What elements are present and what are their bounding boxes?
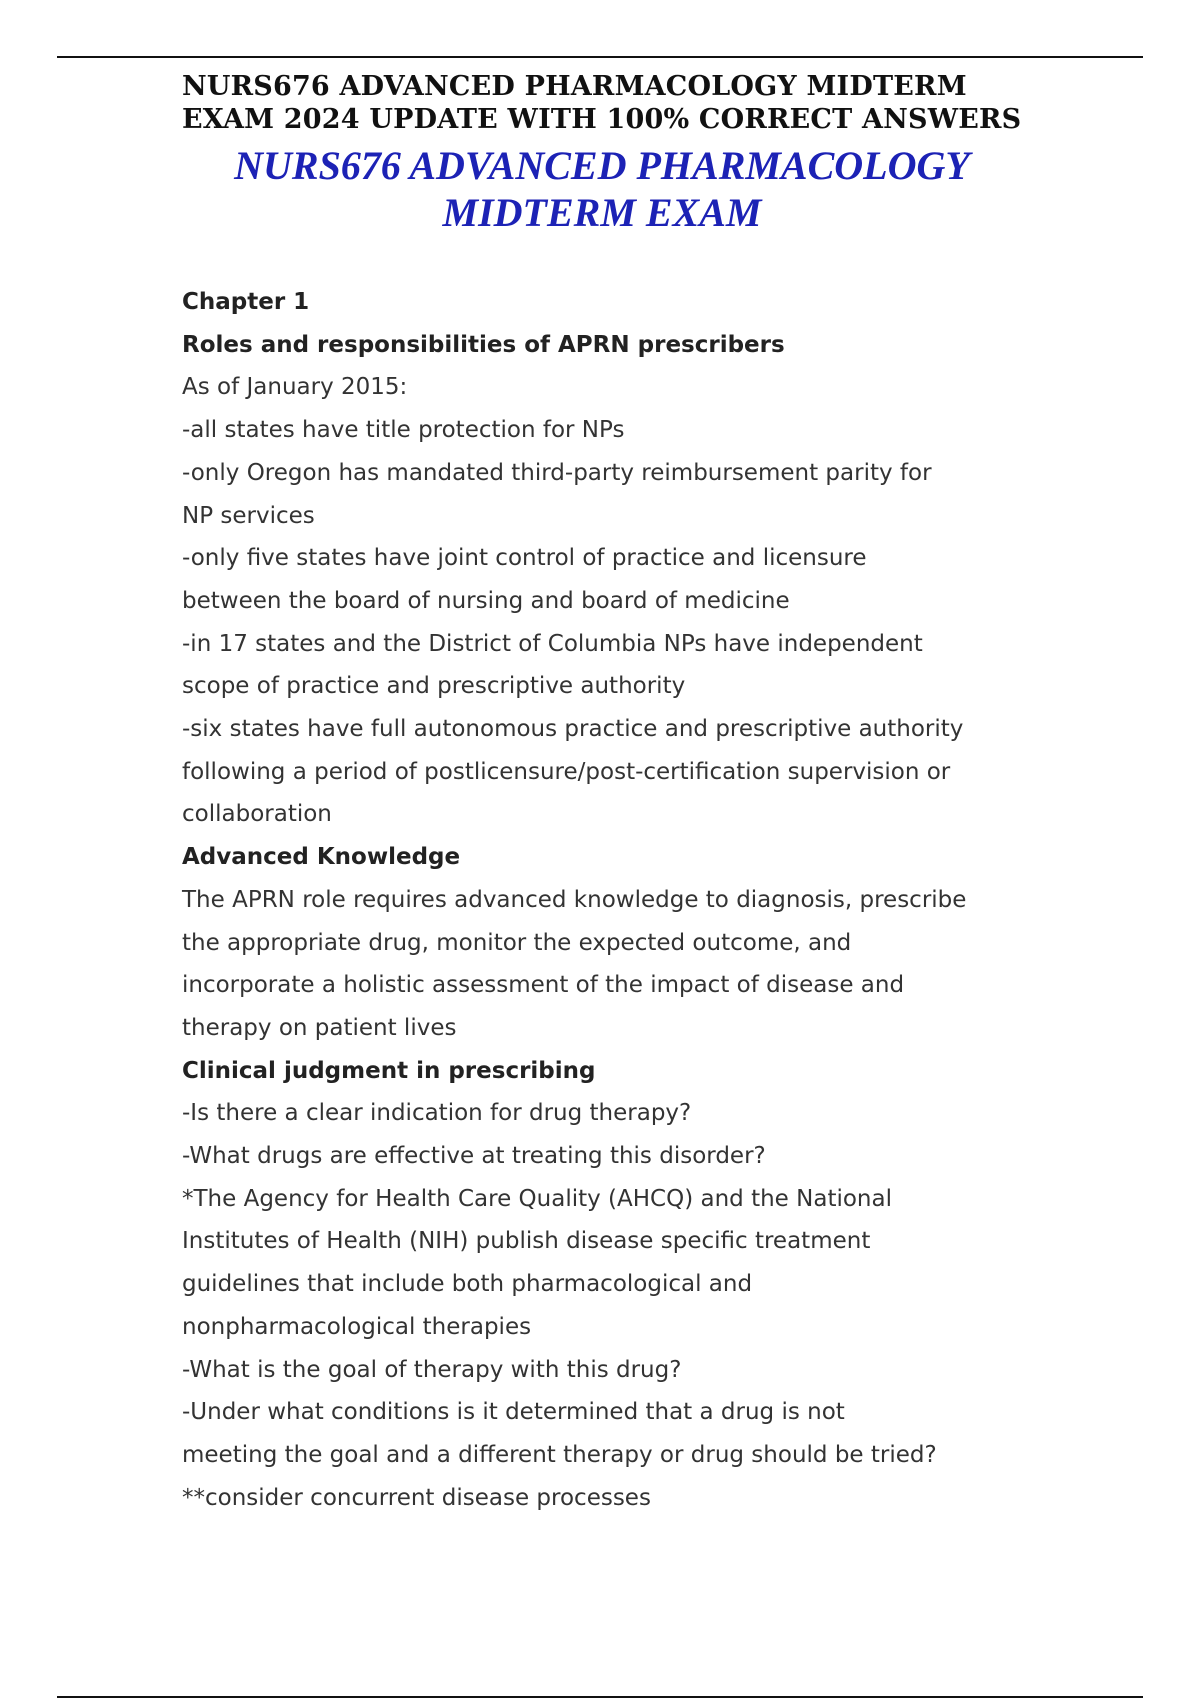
body-line: therapy on patient lives bbox=[182, 1014, 457, 1041]
section-heading-clinical-judgment: Clinical judgment in prescribing bbox=[182, 1057, 596, 1084]
bottom-rule bbox=[57, 1696, 1143, 1698]
body-line: Institutes of Health (NIH) publish disease specific treatment bbox=[182, 1228, 871, 1255]
body-line: -only five states have joint control of practice and licensure bbox=[182, 545, 867, 572]
body-line: scope of practice and prescriptive authority bbox=[182, 673, 686, 700]
body-line: nonpharmacological therapies bbox=[182, 1313, 532, 1340]
body-line: -Under what conditions is it determined that a drug is not bbox=[182, 1399, 845, 1426]
body-line: the appropriate drug, monitor the expected outcome, and bbox=[182, 929, 852, 956]
section-heading-roles: Roles and responsibilities of APRN prescribers bbox=[182, 331, 785, 358]
header-line-2: EXAM 2024 UPDATE WITH 100% CORRECT ANSWERS bbox=[182, 104, 1022, 135]
body-line: collaboration bbox=[182, 801, 332, 828]
body-line: -in 17 states and the District of Columbia NPs have independent bbox=[182, 630, 923, 657]
document-body bbox=[182, 281, 1042, 1519]
body-line: NP services bbox=[182, 502, 315, 529]
body-line: The APRN role requires advanced knowledge to diagnosis, prescribe bbox=[182, 886, 967, 913]
title-line-2: MIDTERM EXAM bbox=[442, 190, 762, 235]
document-title bbox=[182, 142, 1022, 236]
top-rule bbox=[57, 56, 1143, 58]
body-line: -only Oregon has mandated third-party reimbursement parity for bbox=[182, 459, 932, 486]
body-line: incorporate a holistic assessment of the impact of disease and bbox=[182, 972, 905, 999]
body-line: **consider concurrent disease processes bbox=[182, 1484, 651, 1511]
title-line-1: NURS676 ADVANCED PHARMACOLOGY bbox=[234, 143, 970, 188]
body-line: guidelines that include both pharmacological and bbox=[182, 1271, 753, 1298]
body-line: -all states have title protection for NPs bbox=[182, 417, 625, 444]
body-line: *The Agency for Health Care Quality (AHCQ) and the National bbox=[182, 1185, 892, 1212]
body-line: meeting the goal and a different therapy or drug should be tried? bbox=[182, 1441, 937, 1468]
body-line: -six states have full autonomous practice and prescriptive authority bbox=[182, 716, 964, 743]
body-line: -Is there a clear indication for drug therapy? bbox=[182, 1100, 692, 1127]
chapter-heading: Chapter 1 bbox=[182, 289, 310, 315]
body-line: -What drugs are effective at treating this disorder? bbox=[182, 1143, 766, 1170]
body-line: -What is the goal of therapy with this drug? bbox=[182, 1356, 682, 1383]
body-line: following a period of postlicensure/post-certification supervision or bbox=[182, 758, 951, 785]
document-header bbox=[182, 70, 1142, 136]
body-line: As of January 2015: bbox=[182, 374, 408, 401]
section-heading-advanced-knowledge: Advanced Knowledge bbox=[182, 844, 461, 871]
header-line-1: NURS676 ADVANCED PHARMACOLOGY MIDTERM bbox=[182, 71, 967, 102]
body-line: between the board of nursing and board of medicine bbox=[182, 587, 790, 614]
